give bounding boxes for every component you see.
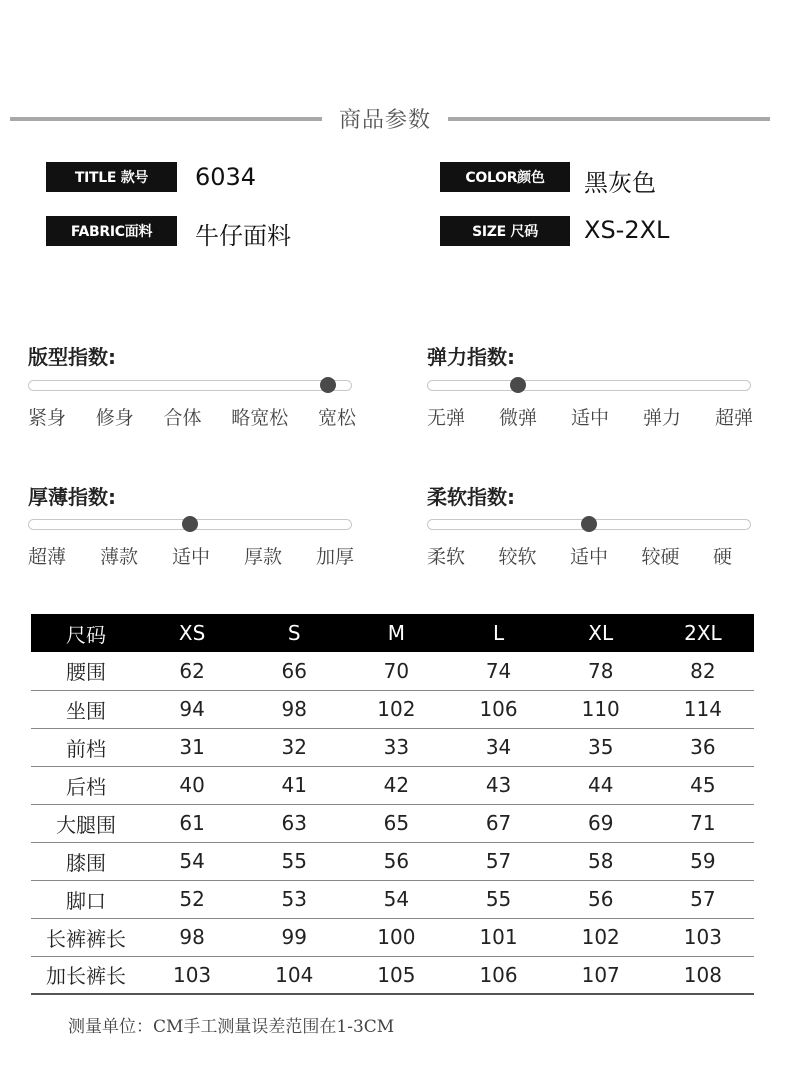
header-cell: S: [243, 614, 345, 652]
measurement-value-cell: 54: [179, 849, 205, 873]
param-value-size: XS-2XL: [584, 216, 670, 244]
measurement-value-cell: 66: [281, 658, 307, 683]
elasticity-index-track: [427, 380, 751, 391]
softness-label: 较软: [498, 546, 537, 568]
measurement-value-cell: 43: [485, 773, 512, 797]
measurement-value-cell: 82: [690, 658, 716, 683]
table-row: [31, 652, 754, 690]
thickness-index-title: 厚薄指数:: [28, 485, 116, 509]
table-row: [31, 728, 754, 766]
measurement-value-cell: 62: [179, 658, 205, 683]
elasticity-index-title: 弹力指数:: [427, 345, 515, 369]
measurement-value-cell: 99: [281, 925, 307, 949]
thickness-index-labels: [28, 542, 354, 569]
table-row: [31, 766, 754, 804]
measurement-value-cell: 44: [587, 773, 614, 797]
header-divider-left: [10, 117, 322, 121]
header-cell: 尺码: [31, 614, 141, 652]
header-cell: M: [345, 614, 447, 652]
measurement-value-cell: 105: [377, 962, 416, 987]
measurement-value-cell: 106: [479, 697, 518, 721]
measurement-value-cell: 103: [683, 925, 722, 949]
measurement-value-cell: 33: [383, 735, 410, 759]
table-row: [31, 842, 754, 880]
header-cell: XS: [141, 614, 243, 652]
measurement-value-cell: 103: [172, 962, 212, 987]
fit-label: 修身: [95, 407, 134, 429]
size-table-header-row: [31, 614, 754, 652]
measurement-value-cell: 61: [179, 811, 205, 835]
measurement-value-cell: 107: [581, 962, 620, 987]
fit-index-track: [28, 380, 352, 391]
measurement-value-cell: 74: [485, 658, 512, 683]
param-tag-fabric: FABRIC面料: [46, 216, 177, 246]
softness-label: 较硬: [641, 546, 680, 568]
fit-index-title: 版型指数:: [28, 345, 116, 369]
measurement-value-cell: 94: [179, 697, 205, 721]
thickness-index-track: [28, 519, 352, 530]
header-cell: 2XL: [652, 614, 754, 652]
measurement-value-cell: 54: [383, 887, 410, 911]
measurement-value-cell: 102: [581, 925, 620, 949]
measurement-name-cell: 腰围: [66, 660, 106, 685]
measurement-value-cell: 98: [179, 925, 205, 949]
softness-label: 柔软: [427, 546, 466, 568]
param-value-title: 6034: [195, 163, 257, 191]
measurement-value-cell: 41: [281, 773, 307, 797]
measurement-value-cell: 114: [683, 697, 722, 721]
measurement-value-cell: 56: [383, 849, 410, 873]
table-row: [31, 956, 754, 994]
measurement-name-cell: 大腿围: [56, 812, 116, 837]
fit-label: 合体: [163, 407, 202, 429]
param-value-color: 黑灰色: [584, 169, 656, 197]
thickness-label: 加厚: [315, 546, 354, 568]
measurement-value-cell: 36: [690, 735, 716, 759]
header-divider-right: [448, 117, 770, 121]
elasticity-label: 微弹: [498, 407, 537, 429]
softness-index-knob: [581, 516, 597, 532]
measurement-value-cell: 31: [179, 735, 205, 759]
thickness-index-knob: [182, 516, 198, 532]
measurement-value-cell: 98: [281, 697, 307, 721]
section-title: 商品参数: [338, 108, 431, 133]
measurement-value-cell: 58: [587, 849, 614, 873]
measurement-value-cell: 71: [690, 811, 716, 835]
measurement-value-cell: 32: [281, 735, 307, 759]
measurement-value-cell: 104: [275, 962, 314, 987]
measurement-value-cell: 35: [587, 735, 614, 759]
table-row: [31, 880, 754, 918]
param-tag-color: COLOR颜色: [440, 162, 570, 192]
thickness-label: 薄款: [99, 546, 138, 568]
thickness-label: 超薄: [28, 546, 67, 568]
measurement-name-cell: 长裤裤长: [46, 926, 126, 951]
measurement-name-cell: 后档: [66, 774, 106, 799]
measurement-name-cell: 前档: [66, 736, 106, 761]
measurement-name-cell: 坐围: [66, 698, 106, 723]
measurement-value-cell: 42: [383, 773, 410, 797]
fit-label: 紧身: [28, 407, 67, 429]
table-row: [31, 690, 754, 728]
measurement-name-cell: 膝围: [66, 850, 106, 875]
fit-label: 略宽松: [231, 407, 289, 429]
fit-index-knob: [320, 377, 336, 393]
header-cell: L: [447, 614, 549, 652]
measurement-value-cell: 57: [485, 849, 512, 873]
measurement-value-cell: 59: [690, 849, 716, 873]
param-tag-title: TITLE 款号: [46, 162, 177, 192]
softness-label: 硬: [712, 546, 732, 568]
softness-label: 适中: [569, 546, 608, 568]
softness-index-labels: [427, 542, 732, 569]
measurement-value-cell: 57: [690, 887, 716, 911]
elasticity-index-labels: [427, 403, 753, 430]
param-tag-size: SIZE 尺码: [440, 216, 570, 246]
softness-index-track: [427, 519, 751, 530]
fit-label: 宽松: [317, 407, 356, 429]
elasticity-label: 弹力: [642, 407, 681, 429]
thickness-label: 适中: [171, 546, 210, 568]
elasticity-label: 无弹: [427, 407, 466, 429]
measurement-value-cell: 100: [377, 925, 416, 949]
softness-index-title: 柔软指数:: [427, 485, 515, 509]
measurement-value-cell: 106: [479, 962, 518, 987]
measurement-value-cell: 63: [281, 811, 307, 835]
size-table: [31, 614, 754, 995]
measurement-value-cell: 70: [383, 658, 410, 683]
measurement-value-cell: 78: [587, 658, 614, 683]
table-row: [31, 918, 754, 956]
fit-index-labels: [28, 403, 356, 430]
measurement-name-cell: 加长裤长: [46, 964, 126, 989]
measurement-value-cell: 53: [281, 887, 307, 911]
param-value-fabric: 牛仔面料: [195, 222, 291, 250]
measurement-value-cell: 56: [587, 887, 614, 911]
elasticity-label: 适中: [570, 407, 609, 429]
measurement-value-cell: 55: [485, 887, 512, 911]
elasticity-label: 超弹: [714, 407, 753, 429]
thickness-label: 厚款: [243, 546, 282, 568]
measurement-value-cell: 40: [179, 773, 205, 797]
header-cell: XL: [550, 614, 652, 652]
measurement-value-cell: 52: [179, 887, 205, 911]
measurement-name-cell: 脚口: [66, 888, 106, 913]
measurement-value-cell: 65: [383, 811, 410, 835]
measurement-value-cell: 102: [377, 697, 416, 721]
measurement-value-cell: 34: [485, 735, 512, 759]
table-row: [31, 804, 754, 842]
measurement-note: 测量单位：CM手工测量误差范围在1-3CM: [68, 1017, 395, 1037]
measurement-value-cell: 69: [587, 811, 614, 835]
measurement-value-cell: 67: [485, 811, 512, 835]
elasticity-index-knob: [510, 377, 526, 393]
measurement-value-cell: 55: [281, 849, 307, 873]
measurement-value-cell: 110: [581, 697, 620, 721]
measurement-value-cell: 101: [479, 925, 518, 949]
measurement-value-cell: 45: [690, 773, 716, 797]
measurement-value-cell: 108: [683, 962, 722, 987]
